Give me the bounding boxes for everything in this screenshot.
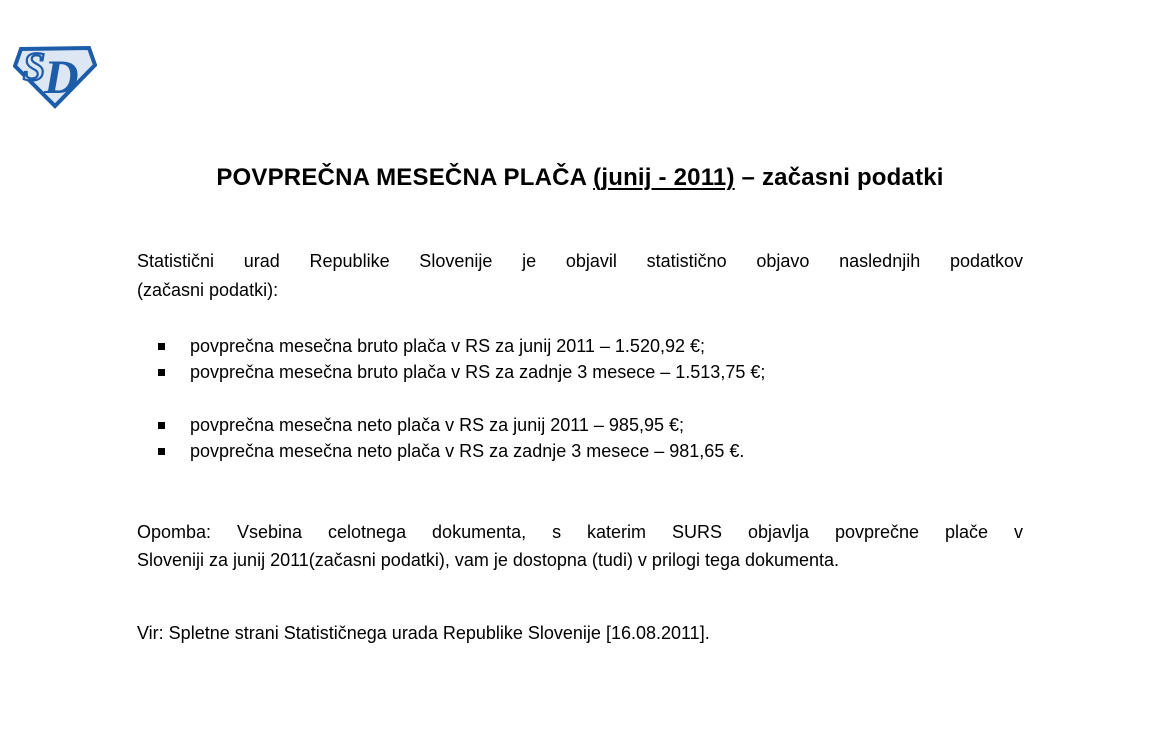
list-item-neto-june: povprečna mesečna neto plača v RS za junij 2011 – 985,95 €; xyxy=(137,412,1023,438)
source-line: Vir: Spletne strani Statističnega urada Republike Slovenije [16.08.2011]. xyxy=(137,623,710,643)
title-prefix: POVPREČNA MESEČNA PLAČA xyxy=(216,164,594,191)
list-item-bruto-june: povprečna mesečna bruto plača v RS za junij 2011 – 1.520,92 €; xyxy=(137,333,1023,359)
note-line-1: Opomba: Vsebina celotnega dokumenta, s katerim SURS objavlja povprečne plače v xyxy=(137,522,1023,542)
note-paragraph xyxy=(137,518,1023,574)
intro-line-1: Statistični urad Republike Slovenije je objavil statistično objavo naslednjih podatkov xyxy=(137,251,1023,271)
page-title xyxy=(137,163,1023,192)
logo-letter-s: S xyxy=(23,44,46,89)
intro-line-2: (začasni podatki): xyxy=(137,280,279,300)
list-item-bruto-3months: povprečna mesečna bruto plača v RS za zadnje 3 mesece – 1.513,75 €; xyxy=(137,359,1023,385)
title-underlined-period: (junij - 2011) xyxy=(593,164,735,191)
sd-diamond-logo-icon xyxy=(13,43,97,109)
list-item-neto-3months: povprečna mesečna neto plača v RS za zadnje 3 mesece – 981,65 €. xyxy=(137,438,1023,464)
neto-salary-list xyxy=(137,412,1023,464)
title-suffix: – začasni podatki xyxy=(734,164,944,191)
document-content xyxy=(137,0,1023,646)
intro-paragraph xyxy=(137,247,1023,305)
logo-letter-d: D xyxy=(44,51,79,104)
bruto-salary-list xyxy=(137,333,1023,385)
note-line-2: Sloveniji za junij 2011(začasni podatki), vam je dostopna (tudi) v prilogi tega dokumenta. xyxy=(137,550,840,570)
